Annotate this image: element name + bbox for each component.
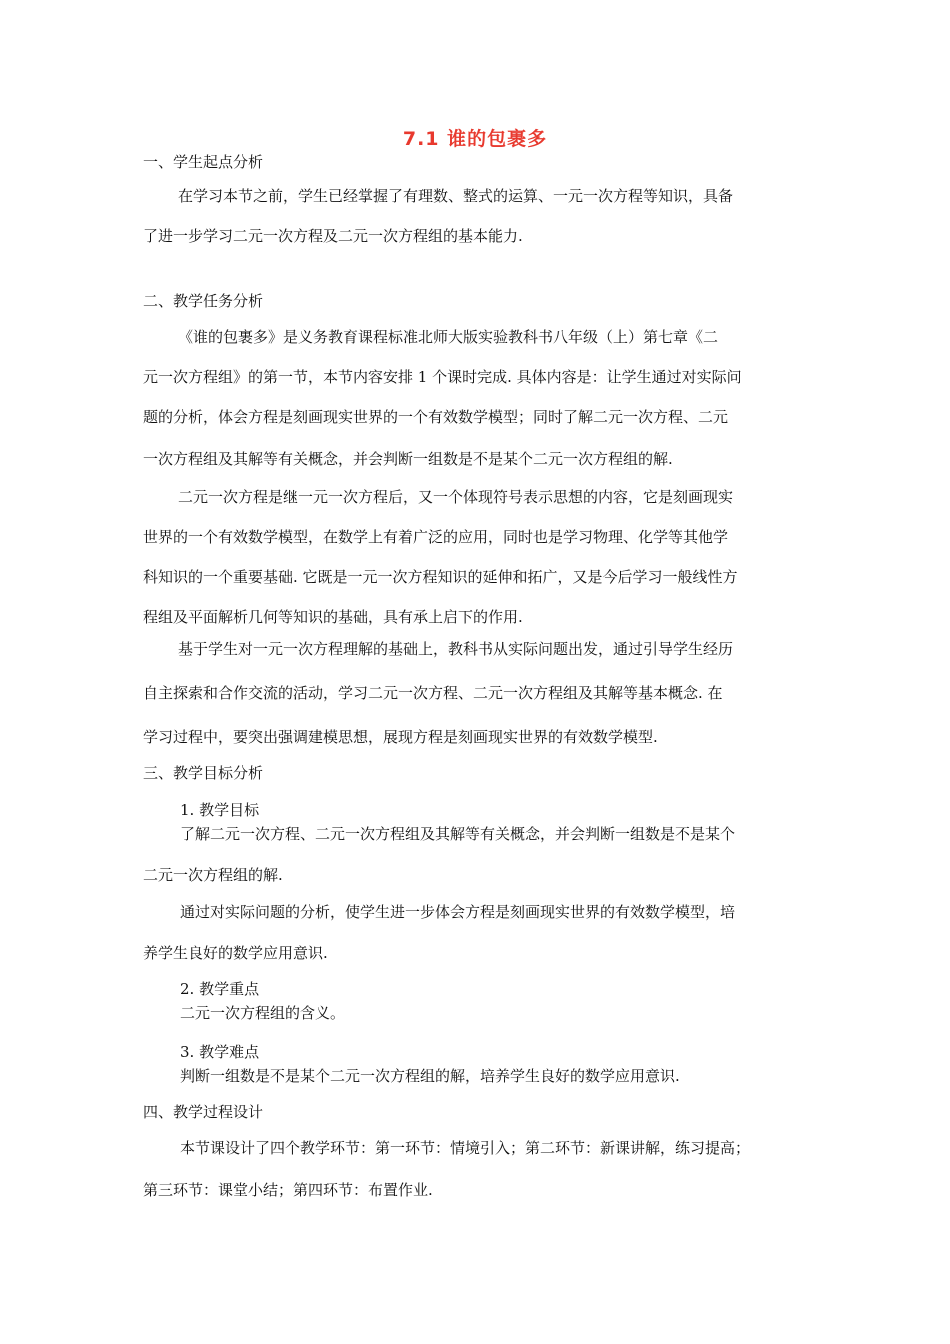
- paragraph-line: 《谁的包裹多》是义务教育课程标准北师大版实验教科书八年级（上）第七章《二: [178, 328, 719, 346]
- paragraph-line: 一次方程组及其解等有关概念，并会判断一组数是不是某个二元一次方程组的解.: [143, 450, 673, 468]
- paragraph-line: 判断一组数是不是某个二元一次方程组的解，培养学生良好的数学应用意识.: [180, 1067, 680, 1085]
- paragraph-line: 在学习本节之前，学生已经掌握了有理数、整式的运算、一元一次方程等知识，具备: [178, 187, 734, 205]
- paragraph-line: 学习过程中，要突出强调建模思想，展现方程是刻画现实世界的有效数学模型.: [143, 728, 658, 746]
- paragraph-line: 基于学生对一元一次方程理解的基础上，教科书从实际问题出发，通过引导学生经历: [178, 640, 734, 658]
- paragraph-line: 自主探索和合作交流的活动，学习二元一次方程、二元一次方程组及其解等基本概念. 在: [143, 684, 723, 702]
- paragraph-line: 第三环节：课堂小结；第四环节：布置作业.: [143, 1181, 433, 1199]
- section-heading-1: 一、学生起点分析: [143, 153, 264, 171]
- paragraph-line: 了解二元一次方程、二元一次方程组及其解等有关概念，并会判断一组数是不是某个: [180, 825, 736, 843]
- paragraph-line: 二元一次方程是继一元一次方程后，又一个体现符号表示思想的内容，它是刻画现实: [178, 488, 734, 506]
- subheading-teaching-goals: 1. 教学目标: [180, 801, 260, 819]
- paragraph-line: 元一次方程组》的第一节，本节内容安排 1 个课时完成. 具体内容是：让学生通过对实际问: [143, 368, 742, 386]
- subheading-key-points: 2. 教学重点: [180, 980, 260, 998]
- paragraph-line: 二元一次方程组的含义。: [180, 1004, 346, 1022]
- subheading-difficulties: 3. 教学难点: [180, 1043, 260, 1061]
- paragraph-line: 世界的一个有效数学模型，在数学上有着广泛的应用，同时也是学习物理、化学等其他学: [143, 528, 729, 546]
- section-heading-3: 三、教学目标分析: [143, 764, 264, 782]
- paragraph-line: 通过对实际问题的分析，使学生进一步体会方程是刻画现实世界的有效数学模型，培: [180, 903, 736, 921]
- paragraph-line: 本节课设计了四个教学环节：第一环节：情境引入；第二环节：新课讲解，练习提高；: [180, 1139, 751, 1157]
- section-heading-2: 二、教学任务分析: [143, 292, 264, 310]
- paragraph-line: 科知识的一个重要基础. 它既是一元一次方程知识的延伸和拓广，又是今后学习一般线性方: [143, 568, 738, 586]
- paragraph-line: 二元一次方程组的解.: [143, 866, 283, 884]
- paragraph-line: 题的分析，体会方程是刻画现实世界的一个有效数学模型；同时了解二元一次方程、二元: [143, 408, 729, 426]
- section-heading-4: 四、教学过程设计: [143, 1103, 264, 1121]
- paragraph-line: 程组及平面解析几何等知识的基础，具有承上启下的作用.: [143, 608, 523, 626]
- paragraph-line: 了进一步学习二元一次方程及二元一次方程组的基本能力.: [143, 227, 523, 245]
- paragraph-line: 养学生良好的数学应用意识.: [143, 944, 328, 962]
- document-title: 7.1 谁的包裹多: [402, 128, 548, 150]
